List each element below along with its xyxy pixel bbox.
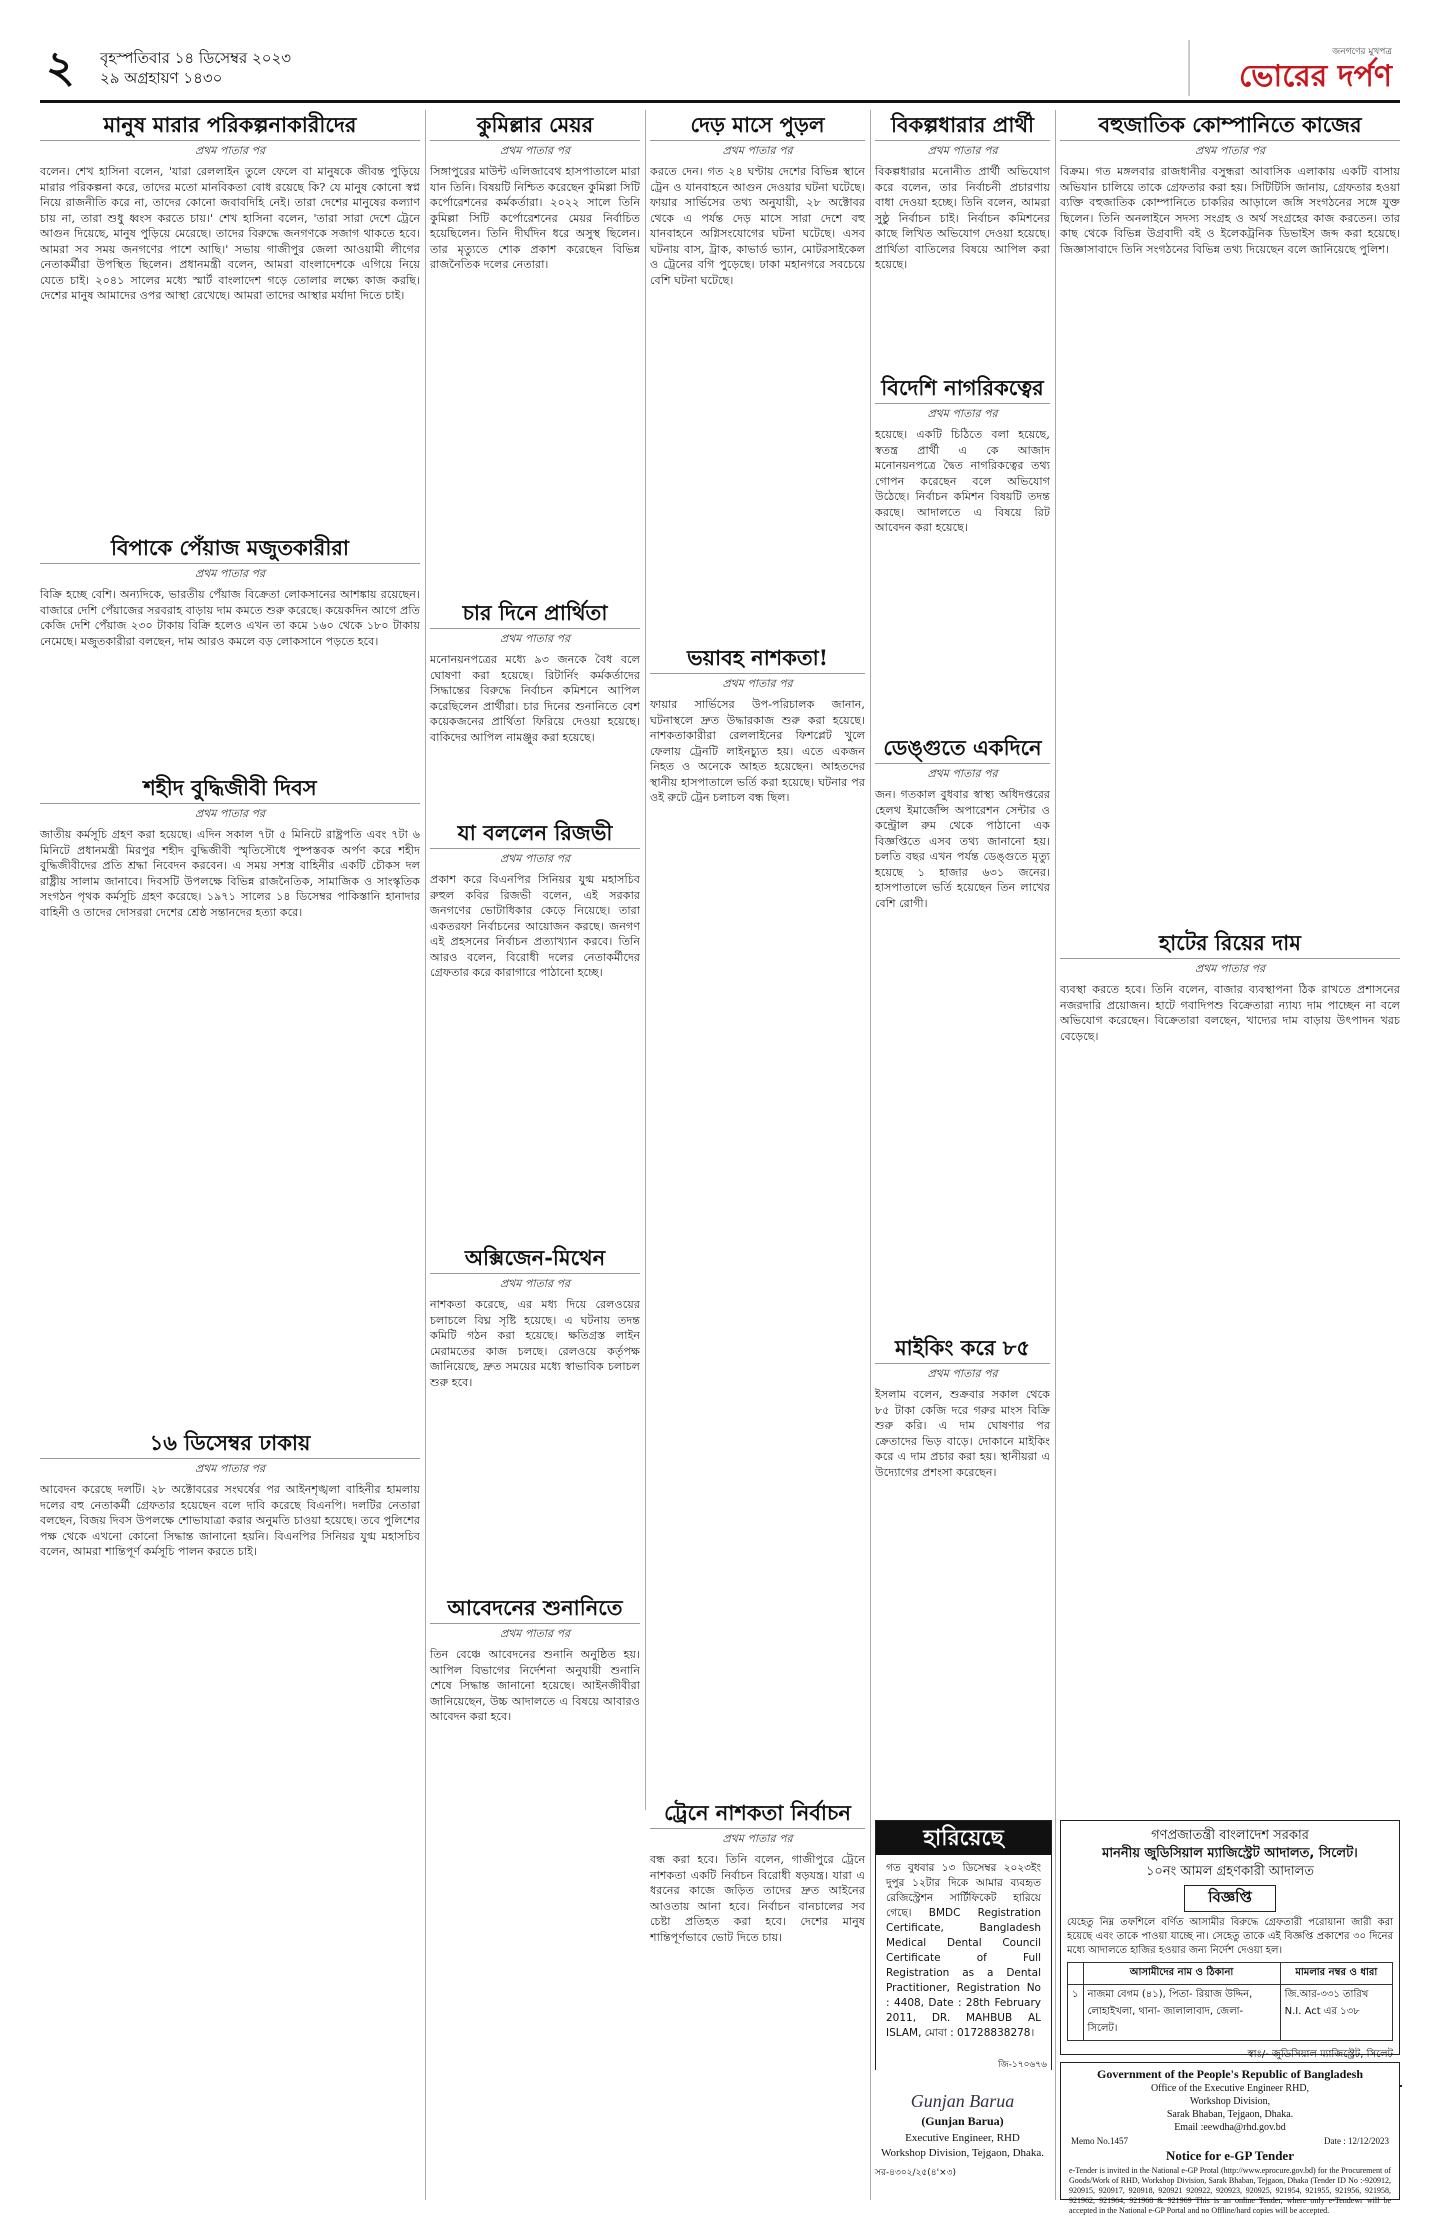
court-signature: স্বাঃ/- জুডিসিয়াল ম্যাজিস্ট্রেট, সিলেট bbox=[1247, 2049, 1393, 2060]
egp-tender bbox=[1060, 2062, 1400, 2215]
court-row-no: ১ bbox=[1068, 1985, 1084, 2041]
masthead-tagline: জনগণের মুখপত্র bbox=[1332, 47, 1392, 57]
continued-label: প্রথম পাতার পর bbox=[927, 407, 998, 420]
story-body: করতে দেন। গত ২৪ ঘণ্টায় দেশের বিভিন্ন স্থানে ট্রেন ও যানবাহনে আগুন দেওয়ার ঘটনা ঘটেছে। ফায়ার সার্ভিসের তথ্য অনুযায়ী, ২৮ অক্টোবর থেকে এ পর্যন্ত দেড় মাসে সারা দেশে বহু যানবাহনে অগ্নিসংযোগের ঘটনা ঘটেছে। এসব ঘটনায় বাস, ট্রাক, কাভার্ড ভ্যান, মোটরসাইকেল ও ট্রেনের বগি পুড়েছে। ঢাকা মহানগরে সবচেয়ে বেশি ঘটনা ঘটেছে। bbox=[650, 165, 865, 287]
story-body: নাশকতা করেছে, এর মধ্য দিয়ে রেলওয়ের চলাচলে বিঘ্ন সৃষ্টি হয়েছে। এ ঘটনায় তদন্ত কমিটি গঠন করা হয়েছে। ক্ষতিগ্রস্ত লাইন মেরামতের কাজ চলছে। রেলওয়ে কর্তৃপক্ষ জানিয়েছে, দ্রুত সময়ের মধ্যে স্বাভাবিক চলাচল শুরু হবে। bbox=[430, 1298, 640, 1389]
continued-label: প্রথম পাতার পর bbox=[499, 144, 571, 157]
story-s11 bbox=[430, 1245, 640, 1390]
header-rule bbox=[40, 100, 1400, 103]
page-number: ২ bbox=[46, 42, 75, 93]
continued-label: প্রথম পাতার পর bbox=[499, 1627, 571, 1640]
continued-label: প্রথম পাতার পর bbox=[1194, 144, 1266, 157]
court-notice-title: বিজ্ঞপ্তি bbox=[1184, 1885, 1276, 1912]
court-gov: গণপ্রজাতন্ত্রী বাংলাদেশ সরকার bbox=[1151, 1828, 1309, 1843]
date-bn: ২৯ অগ্রহায়ণ ১৪৩০ bbox=[100, 69, 223, 87]
story-body: প্রকাশ করে বিএনপির সিনিয়র যুগ্ম মহাসচিব রুহুল কবির রিজভী বলেন, এই সরকার জনগণের ভোটাধিকার কেড়ে নিয়েছে। তারা একতরফা নির্বাচনের আয়োজন করছে। জনগণ এই প্রহসনের নির্বাচন প্রত্যাখ্যান করবে। তিনি আরও বলেন, বিরোধী দলের নেতাকর্মীদের গ্রেফতার করে কারাগারে পাঠানো হচ্ছে। bbox=[430, 873, 640, 979]
story-body: সিঙ্গাপুরের মাউন্ট এলিজাবেথ হাসপাতালে মারা যান তিনি। বিষয়টি নিশ্চিত করেছেন কুমিল্লা সিটি কর্পোরেশনের কর্মকর্তারা। ২০২২ সালে তিনি কুমিল্লা সিটি কর্পোরেশনের মেয়র নির্বাচিত হয়েছিলেন। তিনি দীর্ঘদিন ধরে অসুস্থ ছিলেন। তার মৃত্যুতে শোক প্রকাশ করেছেন বিভিন্ন রাজনৈতিক দলের নেতারা। bbox=[430, 165, 640, 271]
egp-ref: সর-৪৩০২/২৫(৪'×৩) bbox=[875, 2168, 956, 2178]
column-divider bbox=[425, 110, 426, 2200]
story-s7 bbox=[40, 775, 420, 920]
court-table bbox=[1067, 1962, 1393, 2041]
egp-signer: (Gunjan Barua) bbox=[921, 2114, 1004, 2128]
lost-ad bbox=[875, 1820, 1052, 2077]
continued-label: প্রথম পাতার পর bbox=[194, 807, 266, 820]
egp-gov: Government of the People's Republic of Bangladesh bbox=[1097, 2067, 1363, 2081]
headline: শহীদ বুদ্ধিজীবী দিবস bbox=[40, 775, 420, 804]
continued-label: প্রথম পাতার পর bbox=[194, 1462, 266, 1475]
continued-label: প্রথম পাতার পর bbox=[927, 144, 998, 157]
story-s10 bbox=[430, 820, 640, 981]
story-s3 bbox=[650, 112, 865, 288]
court-notice bbox=[1060, 1820, 1400, 2060]
continued-label: প্রথম পাতার পর bbox=[1194, 962, 1266, 975]
headline: মাইকিং করে ৮৫ bbox=[875, 1335, 1050, 1364]
masthead-logo: ভোরের দর্পণ bbox=[1239, 59, 1392, 94]
lost-ad-title: হারিয়েছে bbox=[876, 1821, 1051, 1855]
story-body: তিন বেঞ্চে আবেদনের শুনানি অনুষ্ঠিত হয়। আপিল বিভাগের নির্দেশনা অনুযায়ী শুনানি শেষে সিদ্ধান্ত জানানো হয়েছে। আইনজীবীরা জানিয়েছেন, উচ্চ আদালতে এ বিষয়ে আবারও আবেদন করা হবে। bbox=[430, 1648, 640, 1723]
story-s9 bbox=[430, 600, 640, 745]
story-body: হয়েছে। একটি চিঠিতে বলা হয়েছে, স্বতন্ত্র প্রার্থী এ কে আজাদ মনোনয়নপত্রে দ্বৈত নাগরিকত্বের তথ্য গোপন করেছেন বলে অভিযোগ উঠেছে। নির্বাচন কমিশন বিষয়টি তদন্ত করছে। আদালতে এ বিষয়ে রিট আবেদন করা হয়েছে। bbox=[875, 428, 1050, 534]
court-notice-body: যেহেতু নিম্ন তফশিলে বর্ণিত আসামীর বিরুদ্ধে গ্রেফতারী পরোয়ানা জারী করা হয়েছে এবং তাকে পাওয়া যাচ্ছে না। সেহেতু তাকে এই বিজ্ঞপ্তি প্রকাশের ৩০ দিনের মধ্যে আদালতে হাজির হওয়ার জন্য নির্দেশ দেওয়া হল। bbox=[1067, 1917, 1393, 1956]
egp-div: Workshop Division, bbox=[1189, 2096, 1271, 2107]
story-s2 bbox=[430, 112, 640, 273]
headline: বিদেশি নাগরিকত্বের bbox=[875, 375, 1050, 404]
egp-office: Office of the Executive Engineer RHD, bbox=[1150, 2083, 1310, 2094]
court-row-name: নাজমা বেগম (৪১), পিতা- রিয়াজ উদ্দিন, লোহাইখলা, থানা- জালালাবাদ, জেলা- সিলেট। bbox=[1083, 1985, 1280, 2041]
masthead bbox=[1188, 40, 1400, 96]
column-divider bbox=[870, 110, 871, 2200]
continued-label: প্রথম পাতার পর bbox=[499, 632, 571, 645]
headline: কুমিল্লার মেয়র bbox=[430, 112, 640, 141]
egp-signature-block bbox=[875, 2085, 1050, 2200]
court-col-name: আসামীদের নাম ও ঠিকানা bbox=[1083, 1963, 1280, 1985]
headline: ১৬ ডিসেম্বর ঢাকায় bbox=[40, 1430, 420, 1459]
lost-ad-body: গত বুধবার ১৩ ডিসেম্বর ২০২৩ইং দুপুর ১২টার দিকে আমার ব্যবহৃত রেজিস্ট্রেশন সার্টিফিকেট হারিয়ে গেছে। BMDC Registration Certificate, Bangladesh Medical Dental Council Certificate of Full Registration as a Dental Practitioner, Registration No : 4408, Date : 28th February 2011, DR. MAHBUB AL ISLAM, মোবা : 01728838278। bbox=[886, 1862, 1041, 2039]
egp-body: e-Tender is invited in the National e-GP Protal (http://www.eprocure.gov.bd) for the Procurement of Goods/Work of RHD, Workshop Division, Sarak Bhaban, Tejgaon, Dhaka (Tender ID No :-920912, 920915, 920917, 920918, 920921 920922, 920923, 920925, 921954, 921955, 921956, 921958, 921962, 921964, 921968 & 921969 This is an online Tender, where only e-Tendewr will be accepted in the National e-GP Portal and no Offline/hard copies will be accepted. bbox=[1069, 2166, 1391, 2215]
story-body: বিকল্পধারার মনোনীত প্রার্থী অভিযোগ করে বলেন, তার নির্বাচনী প্রচারণায় বাধা দেওয়া হচ্ছে। তিনি বলেন, আমরা সুষ্ঠু নির্বাচন চাই। নির্বাচন কমিশনের কাছে লিখিত অভিযোগ দেওয়া হয়েছে। প্রার্থিতা বাতিলের বিষয়ে আপিল করা হয়েছে। bbox=[875, 165, 1050, 271]
story-s13 bbox=[650, 645, 865, 806]
continued-label: প্রথম পাতার পর bbox=[722, 144, 793, 157]
headline: হাটের রিয়ের দাম bbox=[1060, 930, 1400, 959]
egp-title: Notice for e-GP Tender bbox=[1166, 2148, 1294, 2163]
table-row bbox=[1068, 1985, 1393, 2041]
story-s5 bbox=[1060, 112, 1400, 257]
story-s15 bbox=[875, 375, 1050, 536]
headline: দেড় মাসে পুড়ল bbox=[650, 112, 865, 141]
continued-label: প্রথম পাতার পর bbox=[927, 1367, 998, 1380]
court-sub: ১০নং আমল গ্রহণকারী আদালত bbox=[1145, 1864, 1315, 1879]
continued-label: প্রথম পাতার পর bbox=[499, 852, 571, 865]
court-col-case: মামলার নম্বর ও ধারা bbox=[1280, 1963, 1392, 1985]
egp-email: Email :eewdha@rhd.gov.bd bbox=[1174, 2122, 1286, 2133]
story-body: জাতীয় কর্মসূচি গ্রহণ করা হয়েছে। এদিন সকাল ৭টা ৫ মিনিটে রাষ্ট্রপতি এবং ৭টা ৬ মিনিটে প্রধানমন্ত্রী মিরপুর শহীদ বুদ্ধিজীবী স্মৃতিসৌধে পুষ্পস্তবক অর্পণ করে শহীদ বুদ্ধিজীবীদের প্রতি শ্রদ্ধা নিবেদন করবেন। এ সময় সশস্ত্র বাহিনীর একটি চৌকস দল রাষ্ট্রীয় সালাম জানাবে। দিবসটি উপলক্ষে বিভিন্ন রাজনৈতিক, সামাজিক ও সাংস্কৃতিক সংগঠন পৃথক কর্মসূচি গ্রহণ করেছে। ১৯৭১ সালের ১৪ ডিসেম্বর পাকিস্তানি হানাদার বাহিনী ও তাদের দোসররা দেশের শ্রেষ্ঠ সন্তানদের হত্যা করে। bbox=[40, 828, 420, 919]
story-s6 bbox=[40, 535, 420, 649]
column-divider bbox=[1055, 110, 1056, 2200]
story-body: মনোনয়নপত্রের মধ্যে ৯৩ জনকে বৈধ বলে ঘোষণা করা হয়েছে। রিটার্নিং কর্মকর্তাদের সিদ্ধান্তের বিরুদ্ধে নির্বাচন কমিশনে আপিল করেছিলেন প্রার্থীরা। চার দিনের শুনানিতে বেশ কয়েকজনের প্রার্থিতা ফিরিয়ে দেওয়া হয়েছে। বাকিদের আপিল নামঞ্জুর করা হয়েছে। bbox=[430, 653, 640, 744]
egp-memo-row bbox=[1061, 2136, 1399, 2146]
dateline bbox=[100, 48, 291, 88]
story-s17 bbox=[875, 1335, 1050, 1480]
headline: অক্সিজেন-মিথেন bbox=[430, 1245, 640, 1274]
egp-signature: Gunjan Barua bbox=[910, 2091, 1015, 2111]
page-header bbox=[40, 40, 1400, 96]
headline: আবেদনের শুনানিতে bbox=[430, 1595, 640, 1624]
story-s1 bbox=[40, 112, 420, 304]
story-body: বিক্রম। গত মঙ্গলবার রাজধানীর বসুন্ধরা আবাসিক এলাকায় একটি বাসায় অভিযান চালিয়ে তাকে গ্রেফতার করা হয়। সিটিটিসি জানায়, গ্রেফতার হওয়া ব্যক্তি বহুজাতিক কোম্পানিতে চাকরির আড়ালে জঙ্গি সংগঠনের সঙ্গে যুক্ত ছিলেন। তিনি অনলাইনে সদস্য সংগ্রহ ও অর্থ সংগ্রহের কাজ করতেন। তার কাছ থেকে বিভিন্ন উগ্রবাদী বই ও ইলেকট্রনিক ডিভাইস জব্দ করা হয়েছে। জিজ্ঞাসাবাদে তিনি সংগঠনের বিভিন্ন তথ্য দিয়েছেন বলে জানিয়েছে পুলিশ। bbox=[1060, 165, 1400, 256]
story-body: ব্যবস্থা করতে হবে। তিনি বলেন, বাজার ব্যবস্থাপনা ঠিক রাখতে প্রশাসনের নজরদারি প্রয়োজন। হাটে গবাদিপশু বিক্রেতারা ন্যায্য দাম পাচ্ছেন না বলে অভিযোগ করেছেন। বিক্রেতারা বলছেন, খাদ্যের দাম বাড়ায় উৎপাদন খরচ বেড়েছে। bbox=[1060, 983, 1400, 1043]
egp-date: Date : 12/12/2023 bbox=[1324, 2136, 1389, 2146]
court-row-case: জি.আর-৩৩১ তারিখ N.I. Act এর ১৩৮ bbox=[1280, 1985, 1392, 2041]
continued-label: প্রথম পাতার পর bbox=[194, 144, 266, 157]
story-body: ইসলাম বলেন, শুক্রবার সকাল থেকে ৮৫ টাকা কেজি দরে গরুর মাংস বিক্রি শুরু করি। এ দাম ঘোষণার পর ক্রেতাদের ভিড় বাড়ে। দোকানে মাইকিং করে এ দাম প্রচার করা হয়। স্থানীয়রা এ উদ্যোগের প্রশংসা করেছেন। bbox=[875, 1388, 1050, 1479]
continued-label: প্রথম পাতার পর bbox=[722, 677, 793, 690]
story-s4 bbox=[875, 112, 1050, 273]
story-body: জন। গতকাল বুধবার স্বাস্থ্য অধিদপ্তরের হেলথ ইমার্জেন্সি অপারেশন সেন্টার ও কন্ট্রোল রুম থেকে পাঠানো এক বিজ্ঞপ্তিতে এসব তথ্য জানানো হয়। চলতি বছর এখন পর্যন্ত ডেঙ্গুতে মৃত্যু হয়েছে ১ হাজার ৬৩১ জনের। হাসপাতালে ভর্তি হয়েছেন তিন লাখের বেশি রোগী। bbox=[875, 788, 1050, 910]
story-body: আবেদন করেছে দলটি। ২৮ অক্টোবরের সংঘর্ষের পর আইনশৃঙ্খলা বাহিনীর হামলায় দলের বহু নেতাকর্মী গ্রেফতার হয়েছেন বলে দাবি করেছে বিএনপি। দলটির নেতারা বলছেন, বিজয় দিবস উপলক্ষে শোভাযাত্রা করার অনুমতি চাওয়া হয়েছে। তবে পুলিশের পক্ষ থেকে এখনো কোনো সিদ্ধান্ত জানানো হয়নি। বিএনপির সিনিয়র যুগ্ম মহাসচিব বলেন, আমরা শান্তিপূর্ণ কর্মসূচি পালন করতে চাই। bbox=[40, 1483, 420, 1558]
date-en: বৃহস্পতিবার ১৪ ডিসেম্বর ২০২৩ bbox=[100, 49, 292, 67]
continued-label: প্রথম পাতার পর bbox=[499, 1277, 571, 1290]
story-s12 bbox=[430, 1595, 640, 1725]
story-body: বলেন। শেখ হাসিনা বলেন, 'যারা রেললাইন তুলে ফেলে বা মানুষকে জীবন্ত পুড়িয়ে মারার পরিকল্পনা করে, তাদের মতো মানবিকতা বোধ রয়েছে কি? যে মানুষ কোনো স্বপ্ন নিয়ে রাজনীতি করে না, তাদের কোনো জবাবদিহি নেই। তারা দেশের মানুষের কল্যাণ চায় না, তারা শুধু ধ্বংস করতে চায়।' শেখ হাসিনা বলেন, 'তারা সারা দেশে ট্রেনে আগুন দিয়েছে, মানুষ পুড়িয়ে মেরেছে। তাদের বিরুদ্ধে জনগণকে সজাগ থাকতে হবে। আমরা সব সময় জনগণের পাশে আছি।' সভায় গাজীপুর জেলা আওয়ামী লীগের নেতাকর্মীরা উপস্থিত ছিলেন। প্রধানমন্ত্রী বলেন, আমরা বাংলাদেশকে এগিয়ে নিয়ে যেতে চাই। ২০৪১ সালের মধ্যে স্মার্ট বাংলাদেশ গড়ে তোলার লক্ষ্যে কাজ করছি। দেশের মানুষ আমাদের ওপর আস্থা রেখেছে। আমরা তাদের আস্থার মর্যাদা দিতে চাই। bbox=[40, 165, 420, 302]
story-body: বিক্রি হচ্ছে বেশি। অন্যদিকে, ভারতীয় পেঁয়াজ বিক্রেতা লোকসানের আশঙ্কায় রয়েছেন। বাজারে দেশি পেঁয়াজের সরবরাহ বাড়ায় দাম কমতে শুরু করেছে। কয়েকদিন আগে প্রতি কেজি দেশি পেঁয়াজ ২৩০ টাকায় বিক্রি হলেও এখন তা কমে ১৬০ থেকে ১৮০ টাকায় নেমেছে। মজুতকারীরা বলছেন, দাম আরও কমলে বড় লোকসানে পড়তে হবে। bbox=[40, 588, 420, 648]
story-s16 bbox=[875, 735, 1050, 911]
story-s14 bbox=[650, 1800, 865, 1945]
headline: বিকল্পধারার প্রার্থী bbox=[875, 112, 1050, 141]
court-col-no bbox=[1068, 1963, 1084, 1985]
continued-label: প্রথম পাতার পর bbox=[927, 767, 998, 780]
headline: বহুজাতিক কোম্পানিতে কাজের bbox=[1060, 112, 1400, 141]
court-name: মাননীয় জুডিসিয়াল ম্যাজিস্ট্রেট আদালত, সিলেট। bbox=[1102, 1846, 1358, 1861]
headline: ডেঙ্গুতে একদিনে bbox=[875, 735, 1050, 764]
egp-addr: Sarak Bhaban, Tejgaon, Dhaka. bbox=[1166, 2109, 1294, 2120]
headline: ট্রেনে নাশকতা নির্বাচন bbox=[650, 1800, 865, 1829]
headline: ভয়াবহ নাশকতা! bbox=[650, 645, 865, 674]
egp-signer-title: Executive Engineer, RHD bbox=[905, 2132, 1020, 2144]
headline: যা বললেন রিজভী bbox=[430, 820, 640, 849]
column-divider bbox=[645, 110, 646, 1810]
egp-signer-office: Workshop Division, Tejgaon, Dhaka. bbox=[880, 2147, 1045, 2159]
story-s8 bbox=[40, 1430, 420, 1560]
story-s18 bbox=[1060, 930, 1400, 1044]
story-body: বন্ধ করা হবে। তিনি বলেন, গাজীপুরে ট্রেনে নাশকতা একটি নির্বাচন বিরোধী ষড়যন্ত্র। যারা এ ধরনের কাজে জড়িত তাদের দ্রুত আইনের আওতায় আনা হবে। নির্বাচন বানচালের সব চেষ্টা প্রতিহত করা হবে। দেশের মানুষ শান্তিপূর্ণভাবে ভোট দিতে চায়। bbox=[650, 1853, 865, 1944]
story-body: ফায়ার সার্ভিসের উপ-পরিচালক জানান, ঘটনাস্থলে দ্রুত উদ্ধারকাজ শুরু করা হয়েছে। নাশকতাকারীরা রেললাইনের ফিশপ্লেট খুলে ফেলায় ট্রেনটি লাইনচ্যুত হয়। এতে একজন নিহত ও অনেকে আহত হয়েছেন। আহতদের স্থানীয় হাসপাতালে ভর্তি করা হয়েছে। ঘটনার পর ওই রুটে ট্রেন চলাচল বন্ধ ছিল। bbox=[650, 698, 865, 804]
headline: বিপাকে পেঁয়াজ মজুতকারীরা bbox=[40, 535, 420, 564]
egp-memo: Memo No.1457 bbox=[1071, 2136, 1128, 2146]
headline: চার দিনে প্রার্থিতা bbox=[430, 600, 640, 629]
lost-ad-code: জি-১৭০৬৭৬ bbox=[998, 2060, 1047, 2070]
continued-label: প্রথম পাতার পর bbox=[194, 567, 266, 580]
continued-label: প্রথম পাতার পর bbox=[722, 1832, 793, 1845]
headline: মানুষ মারার পরিকল্পনাকারীদের bbox=[40, 112, 420, 141]
